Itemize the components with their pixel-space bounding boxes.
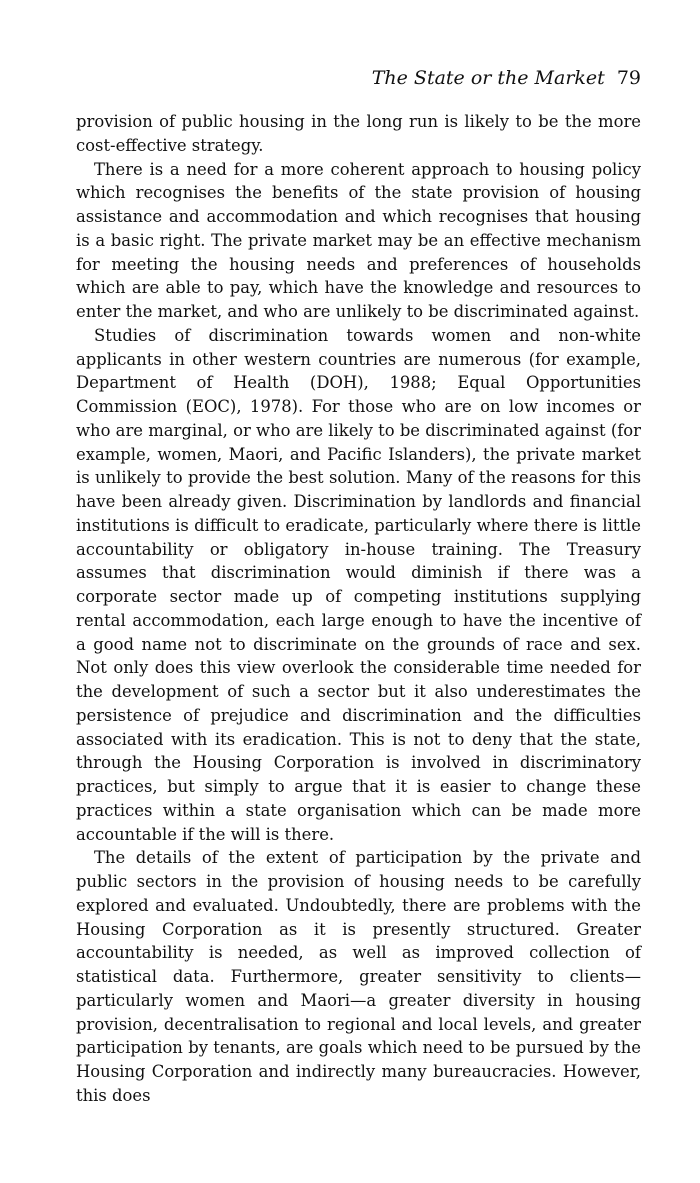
paragraph-participation: The details of the extent of participation by the private and public sectors in the provision of housing needs to be carefully explored and evaluated. Undoubtedly, there are problems with the Housing Corporation as it is presently structured. Greater accountability is needed, as well as improved collection of statistical data. Furthermore, greater sensitivity to clients—particularly women and Maori—a greater diversity in housing provision, decentralisation to regional and local levels, and greater participation by tenants, are goals which need to be pursued by the Housing Corporation and indirectly many bureaucracies. However, this does xyxy=(76,848,641,1105)
running-head xyxy=(76,64,641,92)
chapter-title: The State or the Market xyxy=(371,67,605,89)
body-text xyxy=(76,110,641,1108)
paragraph-housing-policy: There is a need for a more coherent approach to housing policy which recognises the benefits of the state provision of housing assistance and accommodation and which recognises that housing is a basic right. The private market may be an effective mechanism for meeting the housing needs and preferences of households which are able to pay, which have the knowledge and resources to enter the market, and who are unlikely to be discriminated against. xyxy=(76,159,641,321)
paragraph-continued: provision of public housing in the long run is likely to be the more cost-effective strategy. xyxy=(76,112,641,155)
page-number: 79 xyxy=(616,67,641,89)
paragraph-discrimination: Studies of discrimination towards women and non-white applicants in other western countries are numerous (for example, Department of Health (DOH), 1988; Equal Opportunities Commission (EOC), 1978). For those who are on low incomes or who are marginal, or who are likely to be discriminated against (for example, women, Maori, and Pacific Islanders), the private market is unlikely to provide the best solution. Many of the reasons for this have been already given. Discrimination by landlords and financial institutions is difficult to eradicate, particularly where there is little accountability or obligatory in-house training. The Treasury assumes that discrimination would diminish if there was a corporate sector made up of competing institutions supplying rental accommodation, each large enough to have the incentive of a good name not to discriminate on the grounds of race and sex. Not only does this view overlook the considerable time needed for the development of such a sector but it also underestimates the persistence of prejudice and discrimination and the difficulties associated with its eradication. This is not to deny that the state, through the Housing Corporation is involved in discriminatory practices, but simply to argue that it is easier to change these practices within a state organisation which can be made more accountable if the will is there. xyxy=(76,325,641,844)
